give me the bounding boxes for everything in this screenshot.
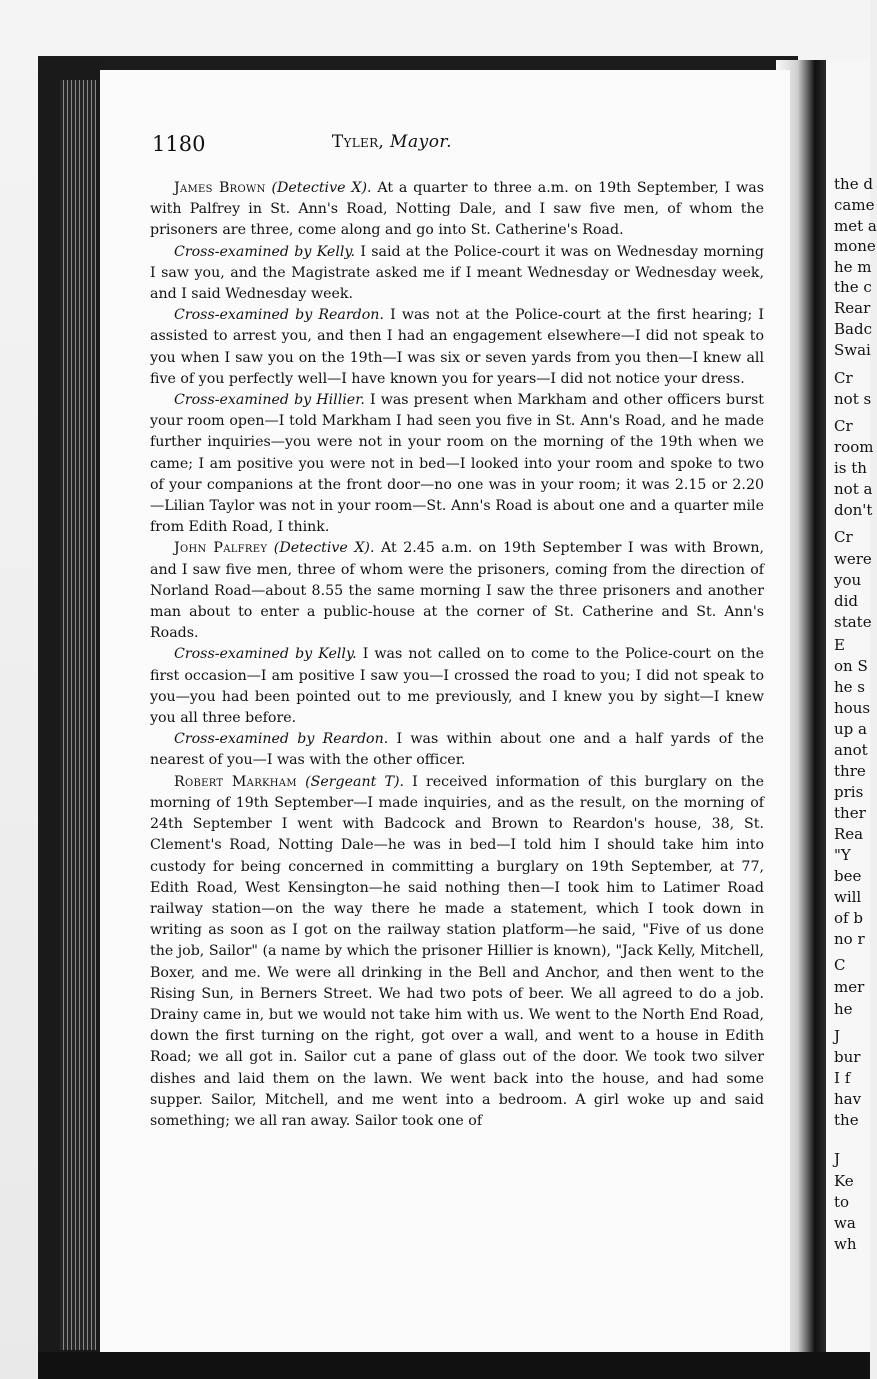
testimony-paragraph (150, 644, 764, 729)
witness-name: Robert Markham (174, 773, 297, 790)
witness-role: (Sergeant T). (305, 773, 404, 790)
running-head-name: Tyler, (331, 132, 385, 152)
facing-page-fragment: no r (834, 930, 865, 948)
facing-page-fragment: did (834, 592, 859, 610)
facing-page-fragment: hav (834, 1090, 862, 1108)
facing-page-fragment: mone (834, 237, 876, 255)
witness-name: James Brown (174, 180, 266, 196)
facing-page-fragment: not s (834, 390, 872, 408)
facing-page-fragment: you (834, 571, 862, 589)
facing-page-fragment: don't (834, 501, 873, 519)
testimony-text: I was within about one and a half yards of the nearest of you—I was with the other officer. (150, 731, 765, 769)
facing-page-fragment: he (834, 1000, 853, 1018)
testimony-paragraph (150, 729, 764, 771)
facing-page-fragment: Ke (834, 1172, 854, 1190)
facing-page-fragment: J (834, 1027, 841, 1045)
facing-page-fragment: will (834, 888, 862, 906)
facing-page-fragment: not a (834, 480, 873, 498)
body-text (150, 178, 764, 1132)
facing-page-fragment: E (834, 636, 845, 654)
facing-page-fragment: came (834, 196, 875, 214)
facing-page-fragment: hous (834, 699, 871, 717)
facing-page-fragment: state (834, 613, 872, 631)
facing-page-fragment: were (834, 550, 872, 568)
testimony-paragraph (150, 390, 764, 538)
cross-examination-label: Cross-examined by Reardon. (174, 731, 389, 748)
facing-page-fragment: Swai (834, 341, 871, 359)
testimony-paragraph (150, 772, 764, 1132)
facing-page-fragment: anot (834, 741, 868, 759)
facing-page-fragment: "Y (834, 846, 851, 864)
facing-page-fragment: he s (834, 678, 866, 696)
testimony-text: I was present when Markham and other officers burst your room open—I told Markham I had seen you five in St. Ann's Road, and he made further inquiries—you were not in your room on the morning of the 19th when we came; I am positive you were not in bed—I looked into your room and spoke to two of your companions at the front door—no one was in your room; it was 2.15 or 2.20—Lilian Taylor was not in your room—St. Ann's Road is about one and a quarter mile from Edith Road, I think. (150, 392, 764, 536)
facing-page-fragment: of b (834, 909, 863, 927)
page-edges-stack (60, 80, 96, 1350)
facing-page-fragment: Rear (834, 299, 871, 317)
facing-page-fragment: the c (834, 278, 872, 296)
testimony-text: At a quarter to three a.m. on 19th September, I was with Palfrey in St. Ann's Road, Notting Dale, and I saw five men, of whom the prisoners are three, come along and go into St. Catherine's Road. (150, 180, 764, 239)
book-cover-bottom-edge (38, 1352, 870, 1379)
facing-page-fragment: on S (834, 657, 868, 675)
cross-examination-label: Cross-examined by Kelly. (174, 646, 357, 663)
facing-page-fragment: Cr (834, 417, 853, 435)
facing-page-fragment: wh (834, 1235, 857, 1253)
facing-page-fragment: bur (834, 1048, 861, 1066)
cross-examination-label: Cross-examined by Hillier. (174, 392, 365, 409)
testimony-text: I was not called on to come to the Police-court on the first occasion—I am positive I saw you—I crossed the road to you; I did not speak to you—you had been pointed out to me previously, and I knew you by sight—I knew you all three before. (150, 646, 764, 727)
facing-page-fragment: is th (834, 459, 867, 477)
witness-role: (Detective X). (273, 540, 375, 557)
facing-page-fragment: met a (834, 217, 877, 235)
facing-page (826, 60, 877, 1360)
testimony-text: At 2.45 a.m. on 19th September I was with Brown, and I saw five men, three of whom were the prisoners, coming from the direction of Norland Road—about 8.55 the same morning I saw the three prisoners and another man about to enter a public-house at the corner of St. Catherine and St. Ann's Roads. (150, 540, 765, 642)
facing-page-fragment: wa (834, 1214, 856, 1232)
cross-examination-label: Cross-examined by Kelly. (174, 243, 356, 260)
page-number: 1180 (152, 132, 206, 156)
testimony-text: I said at the Police-court it was on Wednesday morning I saw you, and the Magistrate asked me if I meant Wednesday or Wednesday week, and I said Wednesday week. (150, 243, 764, 303)
facing-page-fragment: thre (834, 762, 866, 780)
facing-page-fragment: bee (834, 867, 862, 885)
facing-page-fragment: pris (834, 783, 864, 801)
facing-page-fragment: to (834, 1193, 850, 1211)
testimony-paragraph (150, 178, 764, 242)
facing-page-fragment: ther (834, 804, 866, 822)
book-cover-top-edge (38, 56, 798, 70)
facing-page-fragment: he m (834, 258, 872, 276)
witness-role: (Detective X). (271, 180, 372, 196)
testimony-paragraph (150, 242, 764, 306)
testimony-text: I was not at the Police-court at the first hearing; I assisted to arrest you, and then I had an engagement elsewhere—I did not speak to you when I saw you on the 19th—I was six or seven yards from you then—I knew all five of you perfectly well—I have known you for years—I did not notice your dress. (150, 307, 764, 387)
facing-page-fragment: mer (834, 978, 865, 996)
facing-page-fragment: J (834, 1150, 841, 1168)
testimony-text: I received information of this burglary on the morning of 19th September—I made inquiries, and as the result, on the morning of 24th September I went with Badcock and Brown to Reardon's house, 38, St. Clement's Road, Notting Dale—he was in bed—I told him I should take him into custody for being concerned in committing a burglary on 19th September, at 77, Edith Road, West Kensington—he said nothing then—I took him to Latimer Road railway station—on the way there he made a statement, which I took down in writing as soon as I got on the railway station platform—he said, "Five of us done the job, Sailor" (a name by which the prisoner Hillier is known), "Jack Kelly, Mitchell, Boxer, and me. We were all drinking in the Bell and Anchor, and then went to the Rising Sun, in Berners Street. We had two pots of beer. We all agreed to do a job. Drainy came in, but we would not take him with us. We went to the North End Road, down the first turning on the right, got over a wall, and went to a house in Edith Road; we all got in. Sailor cut a pane of glass out of the door. We took two silver dishes and laid them on the lawn. We went back into the house, and had some supper. Sailor, Mitchell, and me went into a bedroom. A girl woke up and said something; we all ran away. Sailor took one of (150, 773, 764, 1129)
facing-page-fragment: Cr (834, 528, 853, 546)
running-head-title: Mayor. (390, 132, 453, 152)
facing-page-fragment: C (834, 956, 846, 974)
testimony-paragraph (150, 538, 764, 644)
book-page (100, 70, 790, 1352)
facing-page-fragment: Badc (834, 320, 872, 338)
facing-page-fragment: the (834, 1111, 859, 1129)
facing-page-fragment: I f (834, 1069, 851, 1087)
facing-page-fragment: room (834, 438, 874, 456)
testimony-paragraph (150, 305, 764, 390)
facing-page-fragment: Cr (834, 369, 853, 387)
facing-page-fragment: up a (834, 720, 867, 738)
running-head (152, 132, 632, 152)
witness-name: John Palfrey (174, 540, 268, 557)
facing-page-fragment: Rea (834, 825, 864, 843)
cross-examination-label: Cross-examined by Reardon. (174, 307, 384, 324)
page-header (152, 132, 764, 162)
facing-page-fragment: the d (834, 175, 873, 193)
